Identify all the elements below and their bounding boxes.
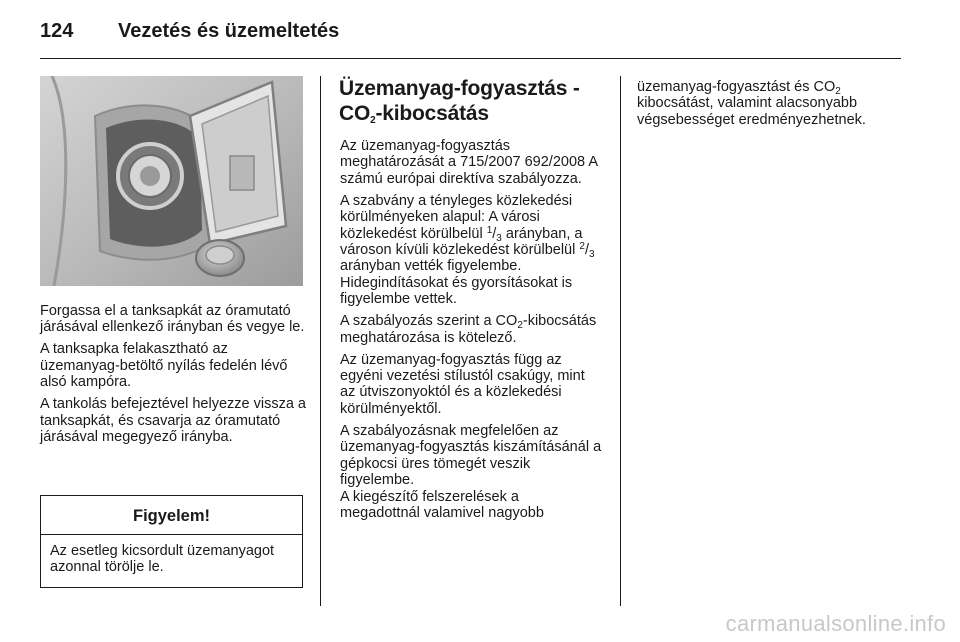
- text-run: üzemanyag-fogyasztást és CO: [637, 79, 836, 95]
- warning-title: Figyelem!: [41, 496, 302, 535]
- text-run: arányban vették figyelembe. Hidegindításokat és gyorsításokat is figyelembe vettek.: [340, 258, 573, 308]
- warning-box: [40, 495, 303, 588]
- paragraph: Forgassa el a tanksapkát az óramutató járásával ellenkező irányban és vegye le.: [40, 303, 305, 336]
- paragraph: [637, 79, 907, 128]
- text-run: arányban, a városon kívüli közlekedést körülbelül: [340, 225, 583, 259]
- paragraph: [340, 193, 602, 308]
- text-run: -kibocsátás meghatározása is kötelező.: [340, 313, 597, 346]
- section-heading: [339, 76, 609, 126]
- heading-text: -kibocsátás: [375, 102, 489, 125]
- column-divider: [320, 76, 321, 606]
- paragraph: A tankolás befejeztével helyezze vissza a tanksapkát, és csavarja az óramutató járásával megegyező irányba.: [40, 396, 306, 446]
- fuel-cap-photo: [40, 76, 303, 286]
- subscript: 2: [517, 320, 523, 332]
- page-number: 124: [40, 20, 74, 42]
- left-column-text: [40, 303, 306, 451]
- fraction-slash: /: [492, 225, 497, 242]
- text-run: A szabályozás szerint a CO: [340, 313, 518, 330]
- fraction-denominator: 3: [588, 249, 595, 261]
- column-divider: [620, 76, 621, 606]
- subscript: 2: [835, 86, 841, 97]
- text-run: A szabvány a tényleges közlekedési körülményeken alapul: A városi közlekedést körülbelül: [340, 192, 573, 242]
- fraction-denominator: 3: [496, 232, 502, 244]
- fraction-numerator: 2: [579, 241, 585, 253]
- paragraph: A tanksapka felakasztható az üzemanyag-betöltő nyílás fedelén lévő alsó kampóra.: [40, 341, 288, 391]
- page-header-title: Vezetés és üzemeltetés: [118, 20, 340, 42]
- paragraph: A szabályozásnak megfelelően az üzemanyag-fogyasztás kiszámításánál a gépkocsi üres tömegét veszik figyelembe.: [340, 422, 602, 489]
- paragraph: [340, 313, 602, 346]
- right-column-text: [637, 79, 907, 134]
- paragraph: Az üzemanyag-fogyasztás meghatározását a 715/2007 692/2008 A számú európai direktíva szabályozza.: [340, 138, 598, 187]
- watermark: carmanualsonline.info: [725, 611, 946, 636]
- heading-subscript: 2: [370, 115, 376, 126]
- paragraph: Az üzemanyag-fogyasztás függ az egyéni vezetési stílustól csakúgy, mint az útviszonyoktól és a közlekedési körülményektől.: [340, 351, 585, 417]
- text-run: kibocsátást, valamint alacsonyabb végsebességet eredményezhetnek.: [637, 95, 866, 128]
- fraction-slash: /: [584, 242, 589, 259]
- heading-text: Üzemanyag-fogyasztás - CO: [339, 77, 580, 125]
- paragraph: A kiegészítő felszerelések a megadottnál valamivel nagyobb: [340, 488, 544, 521]
- middle-column-text: [340, 138, 602, 527]
- header-rule: [40, 58, 901, 59]
- fraction-numerator: 1: [486, 224, 493, 236]
- warning-text: Az esetleg kicsordult üzemanyagot azonnal törölje le.: [50, 543, 275, 576]
